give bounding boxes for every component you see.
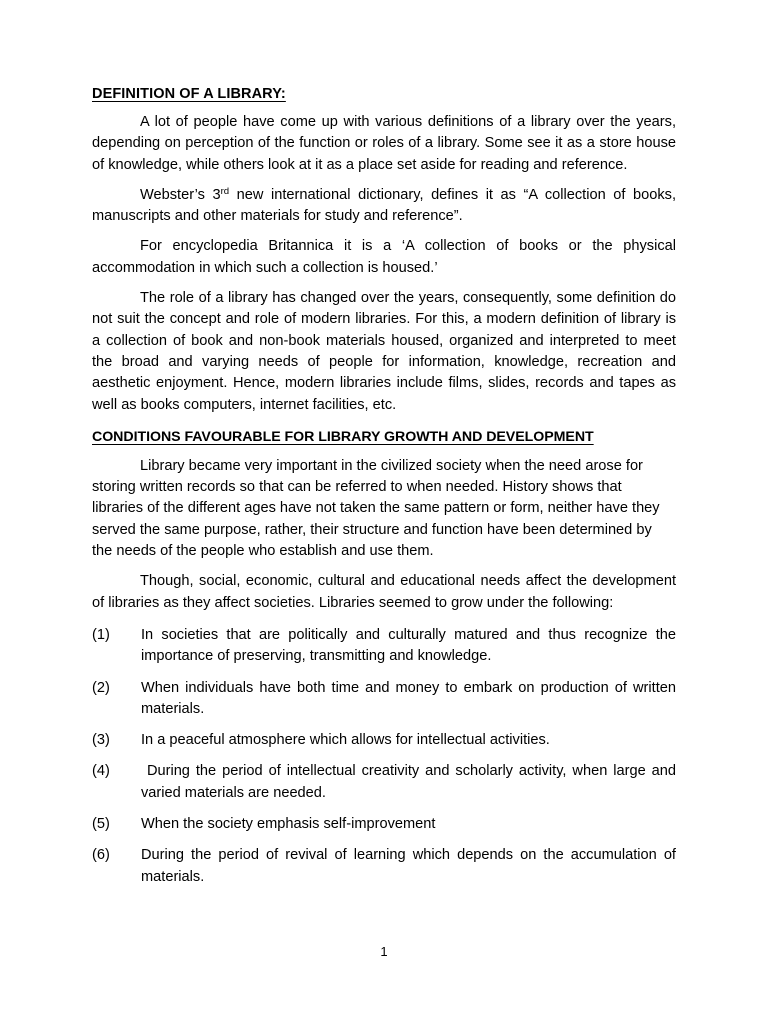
list-item-text: In a peaceful atmosphere which allows for intellectual activities. bbox=[141, 732, 550, 749]
list-item-text: During the period of revival of learning which depends on the accumulation of materials. bbox=[141, 847, 681, 885]
list-item bbox=[92, 625, 681, 668]
list-item bbox=[92, 678, 681, 721]
paragraph-websters-dictionary bbox=[92, 185, 676, 228]
list-item-number: (1) bbox=[92, 626, 110, 643]
paragraph-library-importance-history: Library became very important in the civilized society when the need arose for storing written records so that can be referred to when needed. History shows that libraries of the different ages have not taken the same pattern or form, neither have they served the same purpose, rather, their structure and function have been determined by the needs of the people who establish and use them. bbox=[92, 457, 660, 560]
websters-text-after: new international dictionary, defines it as “A collection of books, manuscripts and other materials for study and reference”. bbox=[92, 186, 677, 225]
paragraph-needs-affect-development: Though, social, economic, cultural and educational needs affect the development of libraries as they affect societies. Libraries seemed to grow under the following: bbox=[92, 573, 676, 611]
list-item-text: When the society emphasis self-improvement bbox=[141, 816, 436, 833]
list-item-text: In societies that are politically and culturally matured and thus recognize the importance of preserving, transmitting and knowledge. bbox=[141, 626, 681, 665]
list-item-number: (5) bbox=[92, 816, 110, 833]
paragraph-encyclopedia-britannica: For encyclopedia Britannica it is a ‘A collection of books or the physical accommodation in which such a collection is housed.’ bbox=[92, 238, 676, 276]
document-body bbox=[92, 84, 681, 898]
list-item-text: During the period of intellectual creativity and scholarly activity, when large and varied materials are needed. bbox=[141, 763, 681, 801]
list-item bbox=[92, 730, 676, 751]
list-item-text: When individuals have both time and money to embark on production of written materials. bbox=[141, 679, 681, 717]
list-item bbox=[92, 761, 681, 804]
section-heading-conditions-favourable: CONDITIONS FAVOURABLE FOR LIBRARY GROWTH AND DEVELOPMENT bbox=[92, 428, 594, 445]
list-item-number: (4) bbox=[92, 763, 110, 780]
list-item-number: (2) bbox=[92, 679, 110, 696]
page-number: 1 bbox=[380, 944, 388, 959]
section-heading-definition-of-a-library: DEFINITION OF A LIBRARY: bbox=[92, 86, 286, 102]
list-item-number: (3) bbox=[92, 732, 110, 749]
list-item bbox=[92, 814, 676, 835]
websters-text-before: Webster’s 3 bbox=[140, 186, 221, 203]
ordinal-superscript: rd bbox=[220, 185, 230, 197]
paragraph-definitions-intro: A lot of people have come up with various definitions of a library over the years, depending on perception of the function or roles of a library. Some see it as a store house of knowledge, while others look at it as a place set aside for reading and reference. bbox=[92, 114, 676, 173]
paragraph-modern-library-role: The role of a library has changed over the years, consequently, some definition do not suit the concept and role of modern libraries. For this, a modern definition of library is a collection of book and non-book materials housed, organized and interpreted to meet the broad and varying needs of people for information, knowledge, recreation and aesthetic enjoyment. Hence, modern libraries include films, slides, records and tapes as well as books computers, internet facilities, etc. bbox=[92, 290, 676, 413]
conditions-list bbox=[92, 625, 681, 888]
list-item-number: (6) bbox=[92, 847, 110, 864]
list-item bbox=[92, 845, 681, 888]
